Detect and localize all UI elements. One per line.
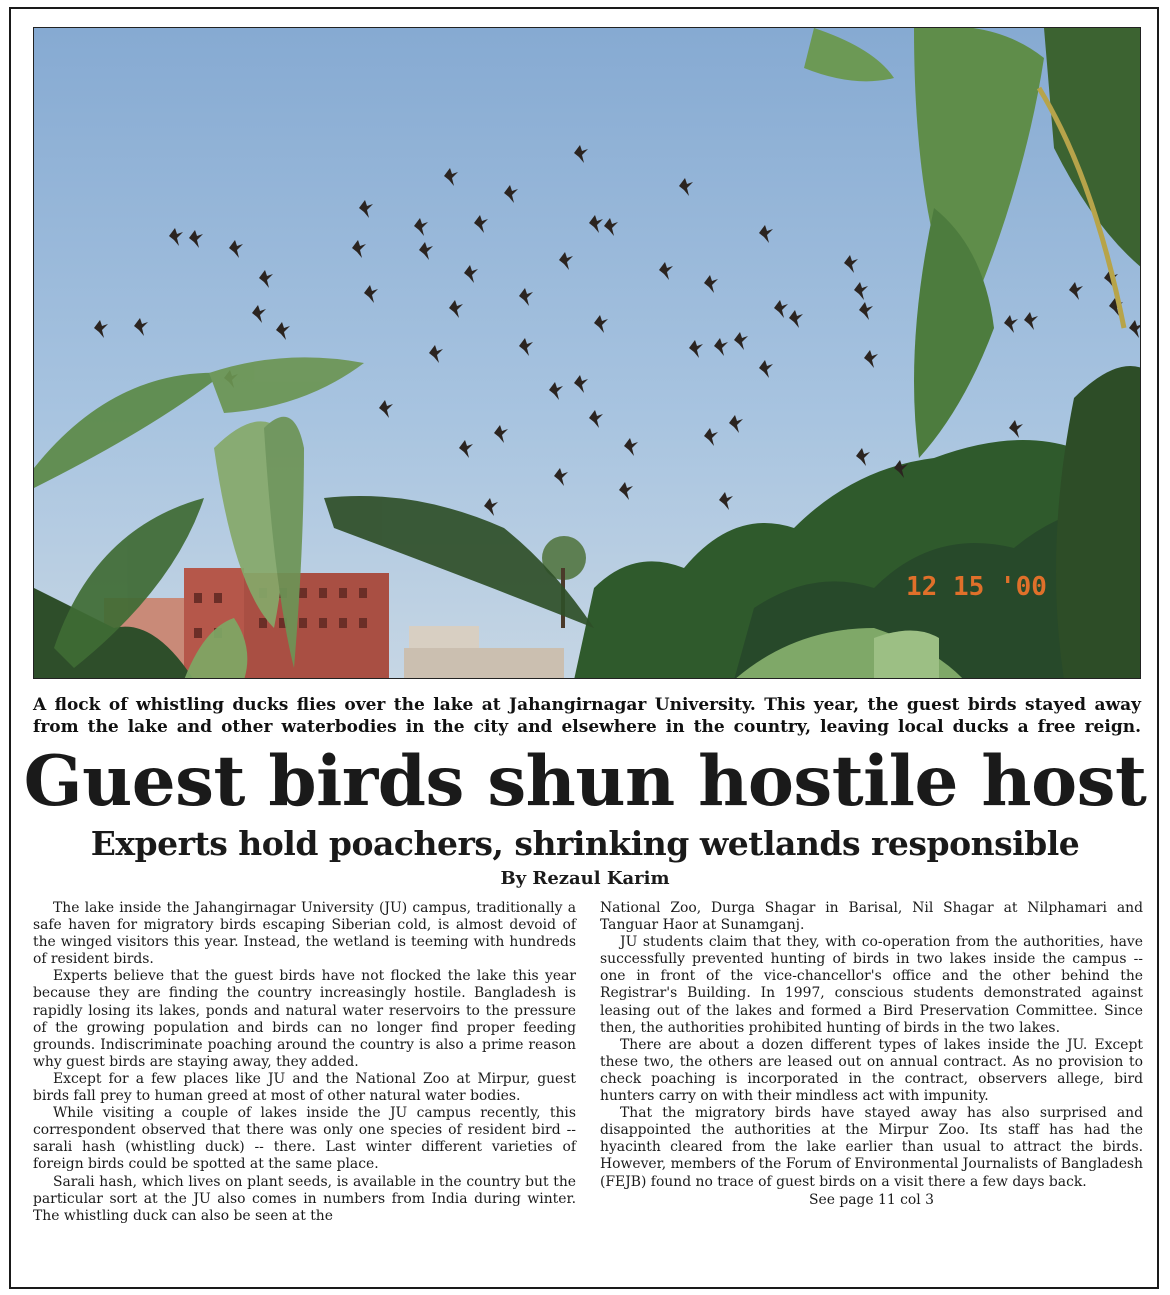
headline: Guest birds shun hostile host: [23, 741, 1147, 822]
news-photo: [33, 27, 1141, 679]
paragraph: That the migratory birds have stayed away has also surprised and disappointed the authorities at the Mirpur Zoo. Its staff has had the hyacinth cleared from the lake earlier than usual to attract the birds. However, members of the Forum of Environmental Journalists of Bangladesh (FEJB) found no trace of guest birds on a visit there a few days back.: [600, 1105, 1143, 1190]
article-column-right: [600, 900, 1143, 1209]
paragraph: The lake inside the Jahangirnagar University (JU) campus, traditionally a safe haven for migratory birds escaping Siberian cold, is almost devoid of the winged visitors this year. Instead, the wetland is teeming with hundreds of resident birds.: [33, 900, 576, 968]
paragraph: There are about a dozen different types of lakes inside the JU. Except these two, the others are leased out on annual contract. As no provision to check poaching is incorporated in the contract, observers allege, bird hunters carry on with their mindless act with impunity.: [600, 1036, 1143, 1105]
date-stamp: 12 15 '00: [906, 572, 1047, 602]
byline: By Rezaul Karim: [500, 868, 670, 889]
paragraph: Sarali hash, which lives on plant seeds, is available in the country but the particular sort at the JU also comes in numbers from India during winter. The whistling duck can also be seen at the: [33, 1173, 576, 1224]
paragraph: National Zoo, Durga Shagar in Barisal, Nil Shagar at Nilphamari and Tanguar Haor at Sunamganj.: [600, 900, 1143, 934]
paragraph: While visiting a couple of lakes inside the JU campus recently, this correspondent observed that there was only one species of resident bird -- sarali hash (whistling duck) -- there. Last winter different varieties of foreign birds could be spotted at the same place.: [33, 1105, 576, 1173]
photo-caption: A flock of whistling ducks flies over the lake at Jahangirnagar University. This year, the guest birds stayed away from the lake and other waterbodies in the city and elsewhere in the country, leaving local ducks a free reign.: [33, 695, 1141, 737]
paragraph: Experts believe that the guest birds have not flocked the lake this year because they are finding the country increasingly hostile. Bangladesh is rapidly losing its lakes, ponds and natural water reservoirs to the pressure of the growing population and birds can no longer find proper feeding grounds. Indiscriminate poaching around the country is also a prime reason why guest birds are staying away, they added.: [33, 968, 576, 1070]
duck-flock-photo: [34, 28, 1141, 679]
subheadline: Experts hold poachers, shrinking wetlands responsible: [90, 824, 1080, 863]
article-column-left: [33, 900, 576, 1225]
paragraph: Except for a few places like JU and the National Zoo at Mirpur, guest birds fall prey to human greed at most of other natural water bodies.: [33, 1070, 576, 1105]
continued-on-jump-line: See page 11 col 3: [808, 1191, 934, 1208]
paragraph: JU students claim that they, with co-operation from the authorities, have successfully prevented hunting of birds in two lakes inside the campus -- one in front of the vice-chancellor's office and the other behind the Registrar's Building. In 1997, conscious students demonstrated against leasing out of the lakes and formed a Bird Preservation Committee. Since then, the authorities prohibited hunting of birds in the two lakes.: [600, 934, 1143, 1036]
